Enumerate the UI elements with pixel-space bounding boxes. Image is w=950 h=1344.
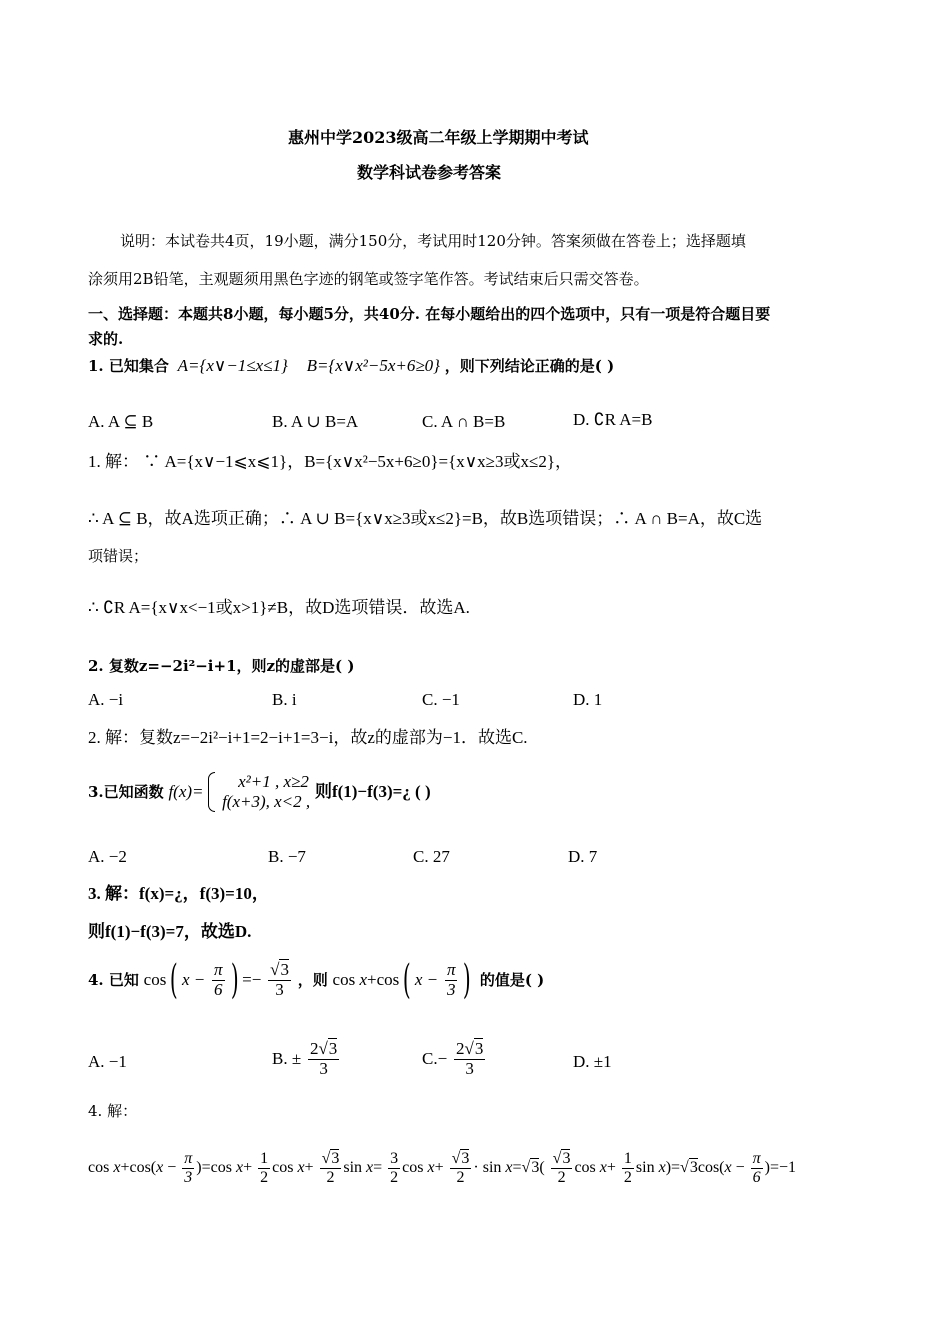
question-4-solution-label: 4. 解：: [88, 1102, 138, 1120]
question-2-option-d: D. 1: [573, 690, 603, 709]
question-3-option-a: A. −2: [88, 847, 127, 866]
piece-row-2: f(x+3), x<2 ,: [222, 792, 311, 811]
question-4-solution-formula: cos x+cos(x − $\frac{\pi}{3}$ )=cos x+ $\frac{1}{2}$ cos x+ $\frac{√3}{2}$ sin x= $\frac{3}{2}$ cos x+ $\frac{√3}{2}$ · sin x=√3( $\frac{√3}{2}$ cos x+ $\frac{1}{2}$ sin x)=√3cos(x − $\frac{\pi}{6}$ )=−1: [88, 1150, 797, 1186]
question-1-solution-line-4: ∴ ∁R A={x∨x<−1或x>1}≠B，故D选项错误．故选A.: [88, 598, 470, 617]
question-1-option-a: A. A ⊆ B: [88, 412, 154, 431]
question-1-solution-line-3: 项错误；: [88, 547, 149, 565]
question-3-option-d: D. 7: [568, 847, 598, 866]
question-1-stem: 1. 已知集合 A={x∨−1≤x≤1} B={x∨x²−5x+6≥0} ，则下列结论正确的是( ): [88, 356, 615, 375]
page-subtitle: 数学科试卷参考答案: [357, 163, 502, 182]
page-title: 惠州中学2023级高二年级上学期期中考试: [288, 128, 589, 147]
question-1-option-b: B. A ∪ B=A: [272, 412, 359, 431]
question-2-option-a: A. −i: [88, 690, 124, 709]
question-3-stem: 3.已知函数 f(x)= x²+1 , x≥2 f(x+3), x<2 , 则f(1)−f(3)=¿ ( ): [88, 772, 431, 811]
question-2-option-c: C. −1: [422, 690, 460, 709]
question-3-option-c: C. 27: [413, 847, 450, 866]
note-line-1: 说明：本试卷共4页，19小题，满分150分，考试用时120分钟。答案须做在答卷上；选择题填: [120, 232, 746, 250]
question-2-solution: 2. 解：复数z=−2i²−i+1=2−i+1=3−i，故z的虚部为−1．故选C.: [88, 728, 528, 747]
question-4-stem: 4. 已知 cos( x − $\frac{\pi}{6}$ ) =− $\frac{√3}{3}$ ，则 cos x+cos( x − $\frac{\pi}{3}$ ) 的值是( ): [88, 957, 545, 1003]
question-2-option-b: B. i: [272, 690, 297, 709]
question-4-option-d: D. ±1: [573, 1052, 612, 1071]
section-heading-line-2: 求的.: [88, 330, 124, 348]
note-line-2: 涂须用2B铅笔，主观题须用黑色字迹的钢笔或签字笔作答。考试结束后只需交答卷。: [88, 270, 649, 288]
question-3-solution-line-2: 则f(1)−f(3)=7，故选D.: [88, 922, 252, 941]
question-4-option-a: A. −1: [88, 1052, 127, 1071]
question-1-option-c: C. A ∩ B=B: [422, 412, 506, 431]
question-4-option-b: B. ± $\frac{2√3}{3}$: [272, 1039, 338, 1078]
question-1-solution-line-2: ∴ A ⊆ B，故A选项正确；∴ A ∪ B={x∨x≥3或x≤2}=B，故B选项错误；∴ A ∩ B=A，故C选: [88, 509, 763, 528]
question-1-solution-line-1: 1. 解： ∵ A={x∨−1⩽x⩽1}，B={x∨x²−5x+6≥0}={x∨x≥3或x≤2}，: [88, 452, 573, 471]
question-1-option-d: D. ∁R A=B: [573, 410, 653, 429]
question-3-solution-line-1: 3. 解：f(x)=¿，f(3)=10，: [88, 884, 269, 903]
section-heading-line-1: 一、选择题：本题共8小题，每小题5分，共40分. 在每小题给出的四个选项中，只有一项是符合题目要: [88, 305, 771, 323]
question-3-option-b: B. −7: [268, 847, 306, 866]
piece-row-1: x²+1 , x≥2: [238, 772, 309, 792]
question-4-option-c: C.− $\frac{2√3}{3}$: [422, 1039, 484, 1078]
question-2-stem: 2. 复数z=−2i²−i+1，则z的虚部是( ): [88, 657, 355, 675]
